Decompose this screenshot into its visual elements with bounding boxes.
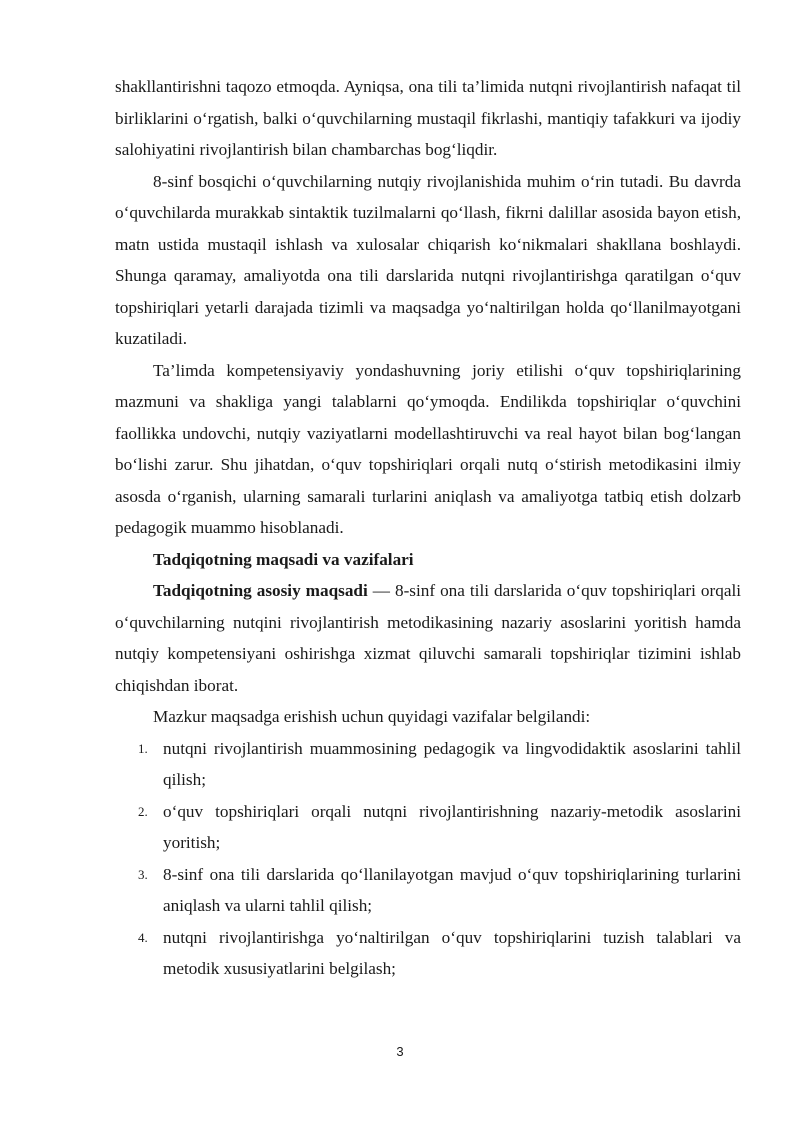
page-content xyxy=(115,71,741,985)
list-item xyxy=(115,796,741,859)
list-item-text: nutqni rivojlantirishga yo‘naltirilgan o‘quv topshiriqlarini tuzish talablari va metodik xususiyatlarini belgilash; xyxy=(163,927,741,978)
list-item xyxy=(115,859,741,922)
paragraph-continuation: shakllantirishni taqozo etmoqda. Ayniqsa, ona tili ta’limida nutqni rivojlantirish nafaqat til birliklarini o‘rgatish, balki o‘quvchilarning mustaqil fikrlashi, mantiqiy tafakkuri va ijodiy salohiyatini rivojlantirish bilan chambarchas bog‘liqdir. xyxy=(115,77,741,159)
list-item-number: 1. xyxy=(138,740,148,756)
list-item-text: 8-sinf ona tili darslarida qo‘llanilayotgan mavjud o‘quv topshiriqlarining turlarini aniqlash va ularni tahlil qilish; xyxy=(163,864,741,915)
tasks-list xyxy=(115,733,741,985)
paragraph-competency-approach: Ta’limda kompetensiyaviy yondashuvning joriy etilishi o‘quv topshiriqlarining mazmuni va shakliga yangi talablarni qo‘ymoqda. Endilikda topshiriqlar o‘quvchini faollikka undovchi, nutqiy vaziyatlarni modellashtiruvchi va real hayot bilan bog‘langan bo‘lishi zarur. Shu jihatdan, o‘quv topshiriqlari orqali nutq o‘stirish metodikasini ilmiy asosda o‘rganish, ularning samarali turlarini aniqlash va amaliyotga tatbiq etish dolzarb pedagogik muammo hisoblanadi. xyxy=(115,360,741,537)
paragraph-grade8-stage: 8-sinf bosqichi o‘quvchilarning nutqiy rivojlanishida muhim o‘rin tutadi. Bu davrda o‘quvchilarda murakkab sintaktik tuzilmalarni qo‘llash, fikrni dalillar asosida bayon etish, matn ustida mustaqil ishlash va xulosalar chiqarish ko‘nikmalari shakllana boshlaydi. Shunga qaramay, amaliyotda ona tili darslarida nutqni rivojlantirishga qaratilgan o‘quv topshiriqlari yetarli darajada tizimli va maqsadga yo‘naltirilgan holda qo‘llanilmayotgani kuzatiladi. xyxy=(115,171,741,348)
page-number: 3 xyxy=(396,1044,404,1059)
goal-label: Tadqiqotning asosiy maqsadi xyxy=(153,581,368,600)
list-item-text: o‘quv topshiriqlari orqali nutqni rivojlantirishning nazariy-metodik asoslarini yoritish; xyxy=(163,801,741,852)
list-item-number: 2. xyxy=(138,803,148,819)
list-item xyxy=(115,922,741,985)
goal-text: — 8-sinf ona tili darslarida o‘quv topshiriqlari orqali o‘quvchilarning nutqini rivojlantirish metodikasining nazariy asoslarini yoritish hamda nutqiy kompetensiyani oshirishga xizmat qiluvchi samarali topshiriqlar tizimini ishlab chiqishdan iborat. xyxy=(115,581,741,695)
list-item-text: nutqni rivojlantirish muammosining pedagogik va lingvodidaktik asoslarini tahlil qilish; xyxy=(163,738,741,789)
tasks-intro: Mazkur maqsadga erishish uchun quyidagi vazifalar belgilandi: xyxy=(153,707,591,726)
section-heading: Tadqiqotning maqsadi va vazifalari xyxy=(153,549,414,569)
list-item-number: 3. xyxy=(138,866,148,882)
list-item xyxy=(115,733,741,796)
list-item-number: 4. xyxy=(138,929,148,945)
paragraph-research-goal xyxy=(115,575,741,701)
